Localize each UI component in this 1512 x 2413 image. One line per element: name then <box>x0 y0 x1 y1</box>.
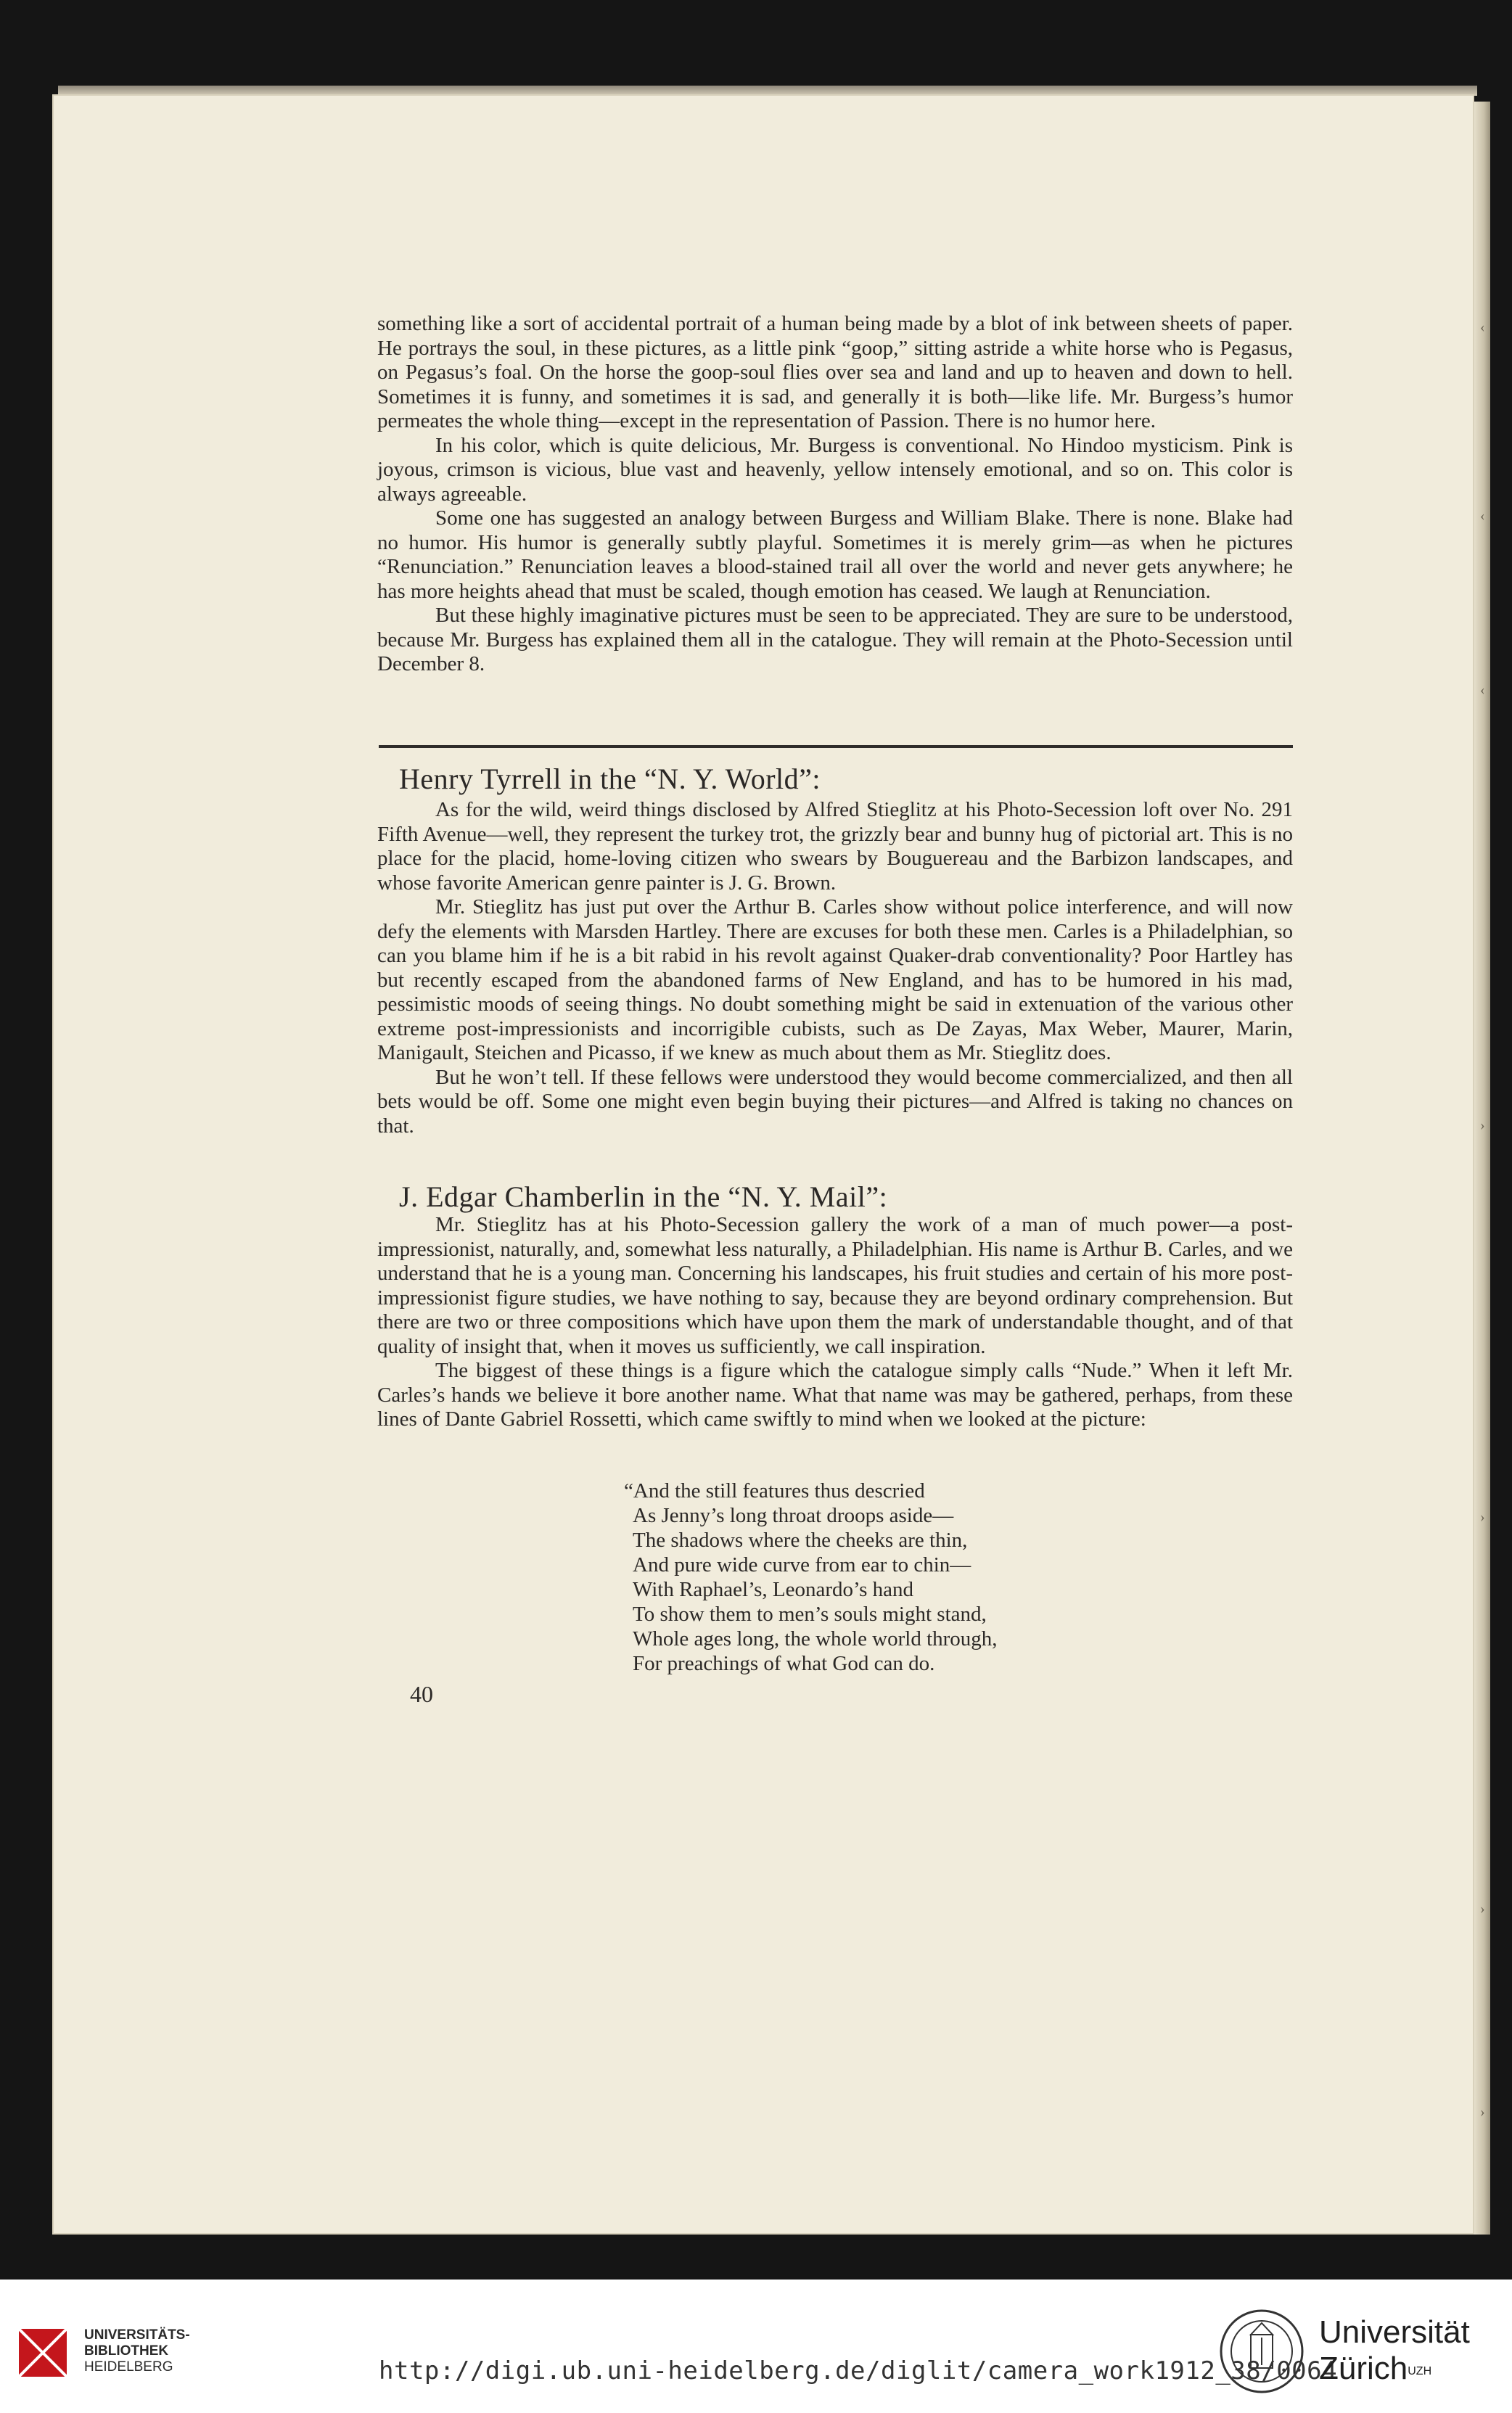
paragraph: In his color, which is quite delicious, Mr. Burgess is conventional. No Hindoo mysticism. Pink is joyous, crimson is vicious, blue vast and heavenly, yellow intensely emotional, and so on. This color is always agreeable. <box>377 433 1293 506</box>
uzh-city: Zürich <box>1319 2351 1408 2386</box>
uzh-line: Universität <box>1319 2314 1470 2350</box>
paragraph: As for the wild, weird things disclosed by Alfred Stieglitz at his Photo-Secession loft over No. 291 Fifth Avenue—well, they represent the turkey trot, the grizzly bear and bunny hug of pictorial art. This is no place for the placid, home-loving citizen who swears by Bouguereau and the Barbizon landscapes, and whose favorite American genre painter is J. G. Brown. <box>377 798 1293 895</box>
ub-heidelberg-logo-icon <box>15 2324 71 2381</box>
poem-line: For preachings of what God can do. <box>633 1652 935 1675</box>
poem-line: The shadows where the cheeks are thin, <box>633 1529 968 1552</box>
page-number: 40 <box>410 1681 433 1707</box>
poem-line: And pure wide curve from ear to chin— <box>633 1553 971 1577</box>
paragraph: something like a sort of accidental portrait of a human being made by a blot of ink between sheets of paper. He portrays the soul, in these pictures, as a little pink “goop,” sitting astride a white horse who is Pegasus, on Pegasus’s foal. On the horse the goop-soul flies over sea and land and up to heaven and down to hell. Sometimes it is funny, and sometimes it is sad, and generally it is both—like life. Mr. Burgess’s humor permeates the whole thing—except in the representation of Passion. There is no humor here. <box>377 312 1293 432</box>
paragraph: Some one has suggested an analogy between Burgess and William Blake. There is none. Blake had no humor. His humor is generally subtly playful. Sometimes it is merely grim—as when he pictures “Renunciation.” Renunciation leaves a blood-stained trail all over the world and never gets anywhere; he has more heights ahead that must be scaled, though emotion has ceased. We laugh at Renunciation. <box>377 506 1293 603</box>
ub-line: UNIVERSITÄTS- <box>84 2327 190 2343</box>
uzh-abbrev: UZH <box>1408 2365 1432 2377</box>
permalink-url[interactable]: http://digi.ub.uni-heidelberg.de/diglit/camera_work1912_38/0064 <box>379 2356 1338 2385</box>
ub-line: HEIDELBERG <box>84 2359 173 2375</box>
poem-line: To show them to men’s souls might stand, <box>633 1603 987 1626</box>
paragraph: Mr. Stieglitz has at his Photo-Secession gallery the work of a man of much power—a post-impressionist, naturally, and, somewhat less naturally, a Philadelphian. His name is Arthur B. Carles, and we understand that he is a young man. Concerning his landscapes, his fruit studies and certain of his more post-impressionist figure studies, we have nothing to say, because they are beyond ordinary comprehension. But there are two or three compositions which have upon them the mark of understandable thought, and of that quality of insight that, when it moves us sufficiently, we call inspiration. <box>377 1213 1293 1358</box>
section-heading-chamberlin: J. Edgar Chamberlin in the “N. Y. Mail”: <box>399 1180 888 1213</box>
uzh-name <box>1319 2314 1470 2387</box>
uzh-line <box>1319 2351 1470 2387</box>
paragraph: The biggest of these things is a figure which the catalogue simply calls “Nude.” When it left Mr. Carles’s hands we believe it bore another name. What that name was may be gathered, perhaps, from these lines of Dante Gabriel Rossetti, which came swiftly to mind when we looked at the picture: <box>377 1359 1293 1431</box>
section-rule <box>379 745 1293 748</box>
poem-line: As Jenny’s long throat droops aside— <box>633 1504 954 1527</box>
uzh-seal-icon <box>1219 2309 1304 2394</box>
chamberlin-text <box>377 1213 1293 1432</box>
section-heading-tyrrell: Henry Tyrrell in the “N. Y. World”: <box>399 762 821 795</box>
poem-line: Whole ages long, the whole world through, <box>633 1627 998 1651</box>
paragraph: Mr. Stieglitz has just put over the Arthur B. Carles show without police interference, and will now defy the elements with Marsden Hartley. There are excuses for both these men. Carles is a Philadelphian, so can you blame him if he is a bit rabid in his revolt against Quaker-drab conventionality? Poor Hartley has but recently escaped from the abandoned farms of New England, and has to be humored in his mad, pessimistic moods of seeing things. No doubt something might be said in extenuation of the various other extreme post-impressionists and incorrigible cubists, such as De Zayas, Max Weber, Maurer, Marin, Manigault, Steichen and Picasso, if we knew as much about them as Mr. Stieglitz does. <box>377 895 1293 1064</box>
paragraph: But these highly imaginative pictures must be seen to be appreciated. They are sure to be understood, because Mr. Burgess has explained them all in the catalogue. They will remain at the Photo-Secession until December 8. <box>377 604 1293 675</box>
intro-text <box>377 312 1293 677</box>
ub-heidelberg-name <box>84 2327 190 2375</box>
ub-line: BIBLIOTHEK <box>84 2343 169 2359</box>
poem-line: “And the still features thus descried <box>624 1479 925 1503</box>
tyrrell-text <box>377 798 1293 1138</box>
poem-quote <box>624 1479 998 1676</box>
viewer-footer <box>0 2280 1512 2413</box>
poem-line: With Raphael’s, Leonardo’s hand <box>633 1578 914 1601</box>
paragraph: But he won’t tell. If these fellows were understood they would become commercialized, and then all bets would be off. Some one might even begin buying their pictures—and Alfred is taking no chances on that. <box>377 1065 1293 1138</box>
